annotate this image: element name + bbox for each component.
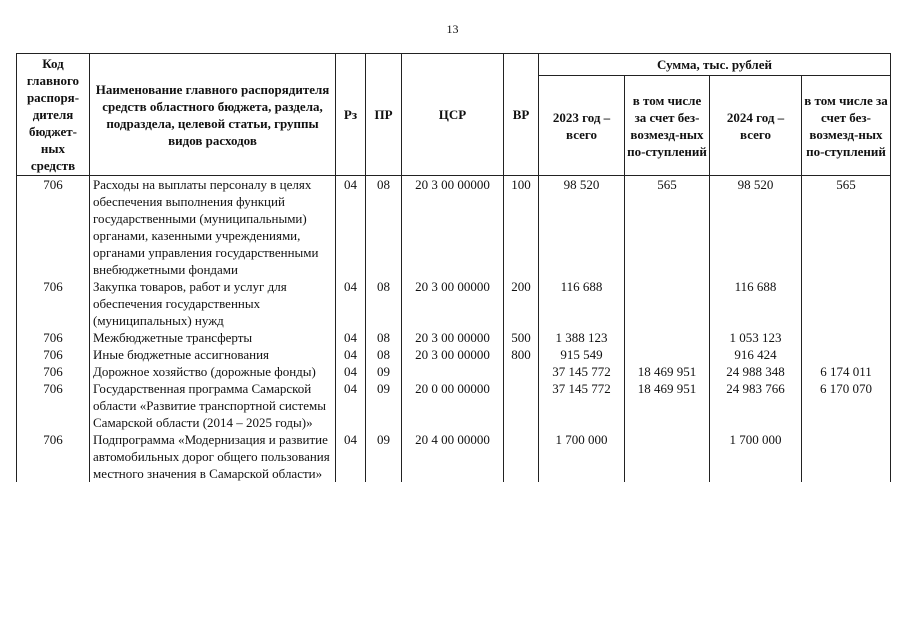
cell-code: 706 [17,346,90,363]
cell-2024-total: 24 983 766 [710,380,802,431]
cell-2023-total: 37 145 772 [539,363,625,380]
cell-csr: 20 4 00 00000 [402,431,504,482]
table-row [17,329,891,346]
cell-2023-total: 915 549 [539,346,625,363]
cell-2024-total: 916 424 [710,346,802,363]
cell-code: 706 [17,431,90,482]
cell-pr: 08 [366,329,402,346]
header-2024-total: 2024 год – всего [710,76,802,176]
table-row [17,431,891,482]
cell-vr: 800 [504,346,539,363]
cell-rz: 04 [336,431,366,482]
cell-2024-grants: 6 170 070 [802,380,891,431]
cell-name: Иные бюджетные ассигнования [90,346,336,363]
table-row [17,176,891,279]
cell-pr: 08 [366,278,402,329]
budget-table [16,53,891,482]
cell-2023-grants [625,431,710,482]
cell-2024-grants: 6 174 011 [802,363,891,380]
cell-rz: 04 [336,363,366,380]
cell-vr [504,363,539,380]
cell-2024-grants [802,346,891,363]
cell-csr: 20 3 00 00000 [402,346,504,363]
cell-csr: 20 3 00 00000 [402,329,504,346]
cell-2023-grants: 18 469 951 [625,363,710,380]
cell-name: Закупка товаров, работ и услуг для обеспечения государственных (муниципальных) нужд [90,278,336,329]
header-2023-total: 2023 год – всего [539,76,625,176]
cell-name: Дорожное хозяйство (дорожные фонды) [90,363,336,380]
header-pr: ПР [366,54,402,176]
header-vr: ВР [504,54,539,176]
cell-vr [504,431,539,482]
cell-code: 706 [17,329,90,346]
cell-rz: 04 [336,176,366,279]
cell-name: Расходы на выплаты персоналу в целях обеспечения выполнения функций государственными (муниципальными) органами, казенными учреждениями, органами управления государственными внебюджетными фондами [90,176,336,279]
cell-2023-total: 1 388 123 [539,329,625,346]
cell-vr: 200 [504,278,539,329]
header-csr: ЦСР [402,54,504,176]
cell-2024-total: 116 688 [710,278,802,329]
cell-pr: 09 [366,431,402,482]
cell-vr: 500 [504,329,539,346]
cell-pr: 09 [366,380,402,431]
cell-name: Государственная программа Самарской области «Развитие транспортной системы Самарской области (2014 – 2025 годы)» [90,380,336,431]
table-row [17,380,891,431]
header-2023-grants: в том числе за счет без-возмезд-ных по-ступлений [625,76,710,176]
cell-pr: 08 [366,346,402,363]
cell-pr: 08 [366,176,402,279]
cell-2024-total: 98 520 [710,176,802,279]
cell-2024-total: 1 700 000 [710,431,802,482]
header-name: Наименование главного распорядителя средств областного бюджета, раздела, подраздела, целевой статьи, группы видов расходов [90,54,336,176]
header-row-1 [17,54,891,76]
cell-2023-grants: 565 [625,176,710,279]
page-number: 13 [446,22,459,36]
cell-vr: 100 [504,176,539,279]
cell-2023-total: 116 688 [539,278,625,329]
header-rz: Рз [336,54,366,176]
table-row [17,363,891,380]
cell-csr: 20 0 00 00000 [402,380,504,431]
cell-code: 706 [17,278,90,329]
table-row [17,278,891,329]
cell-rz: 04 [336,380,366,431]
header-sum: Сумма, тыс. рублей [539,54,891,76]
cell-rz: 04 [336,278,366,329]
cell-code: 706 [17,363,90,380]
cell-pr: 09 [366,363,402,380]
cell-2024-grants [802,329,891,346]
header-2024-grants: в том числе за счет без-возмезд-ных по-ступлений [802,76,891,176]
cell-2024-grants: 565 [802,176,891,279]
header-code: Код главного распоря-дителя бюджет-ных средств [17,54,90,176]
cell-code: 706 [17,380,90,431]
cell-vr [504,380,539,431]
table-row [17,346,891,363]
cell-csr: 20 3 00 00000 [402,278,504,329]
cell-2023-grants: 18 469 951 [625,380,710,431]
cell-csr: 20 3 00 00000 [402,176,504,279]
cell-2024-total: 24 988 348 [710,363,802,380]
cell-code: 706 [17,176,90,279]
cell-2023-total: 37 145 772 [539,380,625,431]
cell-2023-grants [625,346,710,363]
cell-2023-grants [625,329,710,346]
cell-name: Межбюджетные трансферты [90,329,336,346]
cell-2023-grants [625,278,710,329]
cell-2024-grants [802,431,891,482]
cell-name: Подпрограмма «Модернизация и развитие автомобильных дорог общего пользования местного значения в Самарской области» [90,431,336,482]
cell-2023-total: 98 520 [539,176,625,279]
cell-2023-total: 1 700 000 [539,431,625,482]
cell-rz: 04 [336,346,366,363]
cell-csr [402,363,504,380]
cell-rz: 04 [336,329,366,346]
cell-2024-grants [802,278,891,329]
cell-2024-total: 1 053 123 [710,329,802,346]
